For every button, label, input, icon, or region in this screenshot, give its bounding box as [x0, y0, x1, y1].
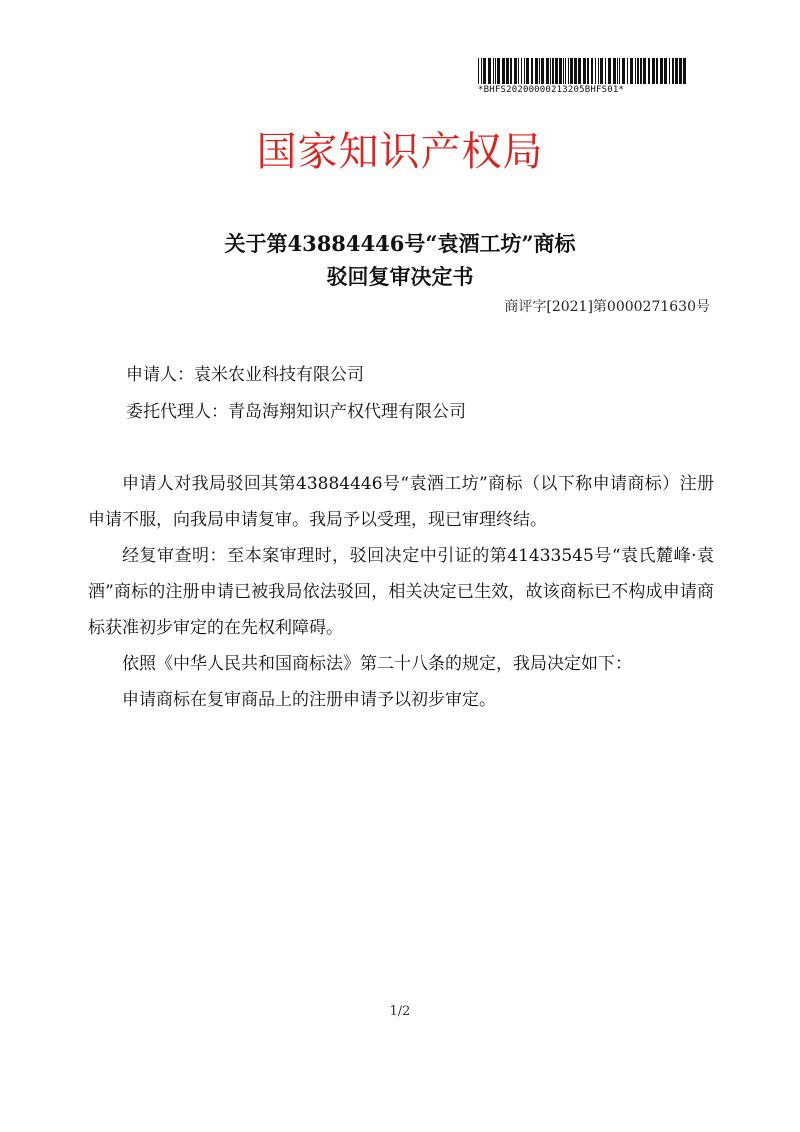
barcode-bar — [578, 58, 581, 84]
barcode-bar — [552, 58, 554, 84]
barcode-bar — [656, 58, 658, 84]
barcode-bar — [526, 58, 529, 84]
page-number: 1/2 — [389, 1004, 411, 1019]
barcode-bar — [608, 58, 611, 84]
barcode-bar — [495, 58, 496, 84]
barcode-bar — [570, 58, 573, 84]
barcode-bar — [559, 58, 562, 84]
agent-line: 委托代理人：青岛海翔知识产权代理有限公司 — [126, 402, 466, 422]
barcode-bar — [652, 58, 655, 84]
barcode-bar — [591, 58, 593, 84]
barcode-bar — [669, 58, 670, 84]
barcode-bar — [478, 58, 479, 84]
applicant-line: 申请人：袁米农业科技有限公司 — [126, 365, 364, 385]
barcode-bar — [574, 58, 577, 84]
barcode-bar — [550, 58, 551, 84]
barcode-bar — [683, 58, 686, 84]
barcode-bar — [493, 58, 494, 84]
barcode-bar — [598, 58, 599, 84]
decision-title-line1: 关于第43884446号“袁酒工坊”商标 — [224, 231, 576, 256]
barcode-bar — [539, 58, 540, 84]
document-number: 商评字[2021]第0000271630号 — [504, 299, 710, 315]
barcode-bar — [497, 58, 500, 84]
barcode-bar — [635, 58, 636, 84]
barcode-bar — [524, 58, 525, 84]
agency-name: 国家知识产权局 — [256, 129, 544, 175]
barcode-bar — [583, 58, 586, 84]
barcode-bar — [627, 58, 628, 84]
barcode-bar — [613, 58, 616, 84]
barcode-bar — [568, 58, 569, 84]
barcode-bar — [679, 58, 682, 84]
barcode-bar — [672, 58, 674, 84]
barcode-bar — [535, 58, 538, 84]
barcode-bar — [488, 58, 491, 84]
barcode-bar — [617, 58, 618, 84]
barcode-bar — [605, 58, 606, 84]
barcode-text: *BHFS20200000213205BHFS01* — [478, 85, 625, 95]
decision-title-line2: 驳回复审决定书 — [326, 264, 474, 289]
body-paragraph-1: 申请人对我局驳回其第43884446号“袁酒工坊”商标（以下称申请商标）注册申请不服，向我局申请复审。我局予以受理，现已审理终结。 — [88, 474, 714, 530]
barcode-bar — [514, 58, 517, 84]
barcode-bar — [643, 58, 646, 84]
body-paragraph-3: 依照《中华人民共和国商标法》第二十八条的规定，我局决定如下： — [122, 654, 632, 674]
barcode-bar — [502, 58, 505, 84]
barcode-bar — [481, 58, 482, 84]
barcode-bar — [619, 58, 620, 84]
barcode-bar — [587, 58, 589, 84]
barcode-bar — [531, 58, 533, 84]
barcode-bar — [565, 58, 566, 84]
barcode-bar — [555, 58, 558, 84]
barcode-bar — [660, 58, 663, 84]
body-paragraph-4: 申请商标在复审商品上的注册申请予以初步审定。 — [122, 690, 496, 710]
barcode-bar — [483, 58, 486, 84]
barcode-bar — [563, 58, 564, 84]
barcode-bar — [521, 58, 522, 84]
barcode-bar — [510, 58, 512, 84]
barcode-bar — [640, 58, 642, 84]
barcode-bar — [622, 58, 625, 84]
barcode-bar — [675, 58, 678, 84]
barcode-bar — [506, 58, 509, 84]
document-barcode — [478, 58, 686, 95]
barcode-bar — [630, 58, 633, 84]
body-paragraph-2: 经复审查明：至本案审理时，驳回决定中引证的第41433545号“袁氏麓峰·袁酒”商标的注册申请已被我局依法驳回，相关决定已生效，故该商标已不构成申请商标获准初步审定的在先权利障碍。 — [88, 546, 714, 638]
barcode-bar — [648, 58, 650, 84]
barcode-bar — [664, 58, 667, 84]
barcode-bar — [546, 58, 549, 84]
barcode-graphic — [478, 58, 686, 84]
barcode-bar — [595, 58, 596, 84]
barcode-bar — [637, 58, 639, 84]
barcode-bar — [600, 58, 603, 84]
barcode-bar — [518, 58, 519, 84]
barcode-bar — [541, 58, 544, 84]
